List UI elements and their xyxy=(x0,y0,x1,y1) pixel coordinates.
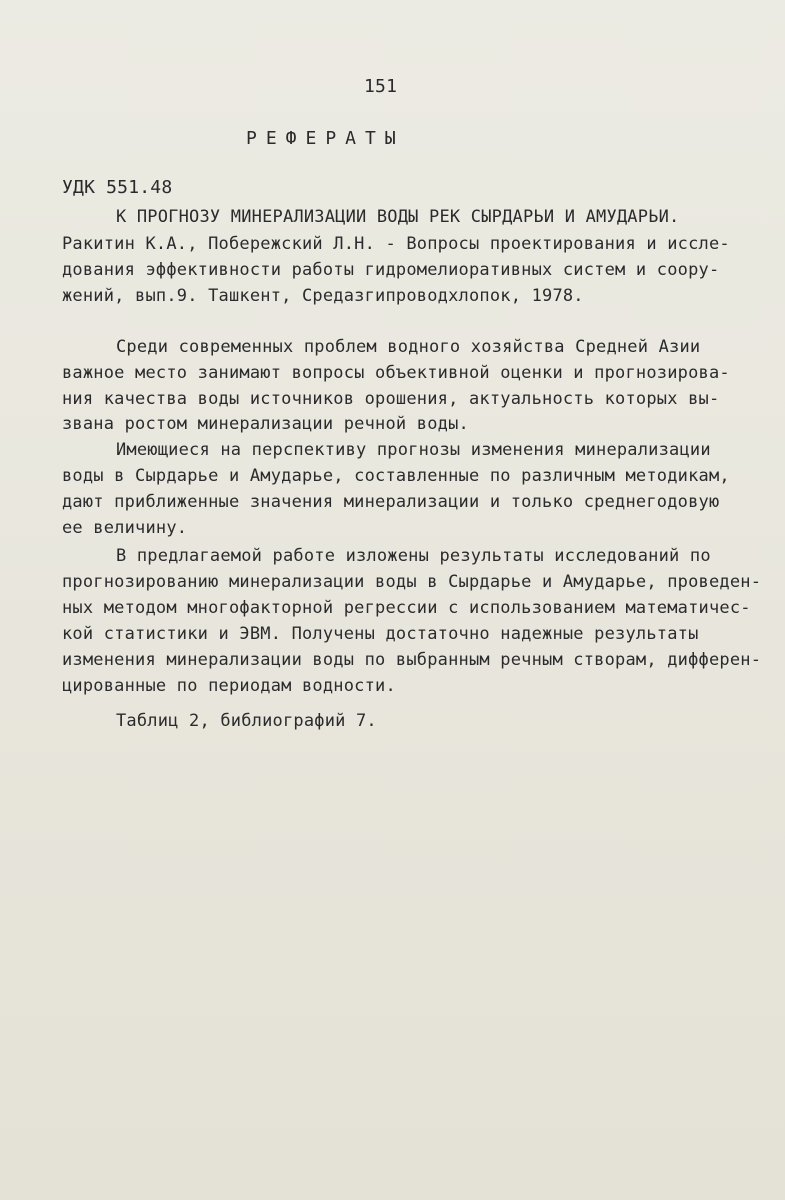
paragraph-line: ных методом многофакторной регрессии с использованием математичес- xyxy=(62,598,751,618)
paragraph-line: воды в Сырдарье и Амударье, составленные по различным методикам, xyxy=(62,466,730,486)
paragraph-line: кой статистики и ЭВМ. Получены достаточно надежные результаты xyxy=(62,624,699,644)
paragraph-line: изменения минерализации воды по выбранным речным створам, дифферен- xyxy=(62,650,762,670)
paragraph-line: ее величину. xyxy=(62,518,188,538)
citation-line: жений, вып.9. Ташкент, Средазгипроводхлопок, 1978. xyxy=(62,286,584,306)
paragraph-line: дают приближенные значения минерализации и только среднегодовую xyxy=(62,492,720,512)
page-number: 151 xyxy=(364,76,398,97)
paragraph-line: Среди современных проблем водного хозяйства Средней Азии xyxy=(116,337,701,357)
abstract-footer: Таблиц 2, библиографий 7. xyxy=(116,711,377,731)
paragraph-line: цированные по периодам водности. xyxy=(62,676,396,696)
citation-title: К ПРОГНОЗУ МИНЕРАЛИЗАЦИИ ВОДЫ РЕК СЫРДАРЬИ И АМУДАРЬИ. xyxy=(116,207,680,227)
paragraph-line: прогнозированию минерализации воды в Сырдарье и Амударье, проведен- xyxy=(62,572,762,592)
paragraph-line: звана ростом минерализации речной воды. xyxy=(62,414,469,434)
paragraph-line: важное место занимают вопросы объективной оценки и прогнозирова- xyxy=(62,363,730,383)
udk-code: УДК 551.48 xyxy=(62,177,173,198)
paragraph-line: Имеющиеся на перспективу прогнозы изменения минерализации xyxy=(116,440,711,460)
paragraph-line: В предлагаемой работе изложены результаты исследований по xyxy=(116,546,711,566)
citation-line: дования эффективности работы гидромелиоративных систем и соору- xyxy=(62,260,720,280)
paragraph-line: ния качества воды источников орошения, актуальность которых вы- xyxy=(62,389,720,409)
section-heading: РЕФЕРАТЫ xyxy=(246,128,405,149)
citation-line: Ракитин К.А., Побережский Л.Н. - Вопросы проектирования и иссле- xyxy=(62,234,730,254)
